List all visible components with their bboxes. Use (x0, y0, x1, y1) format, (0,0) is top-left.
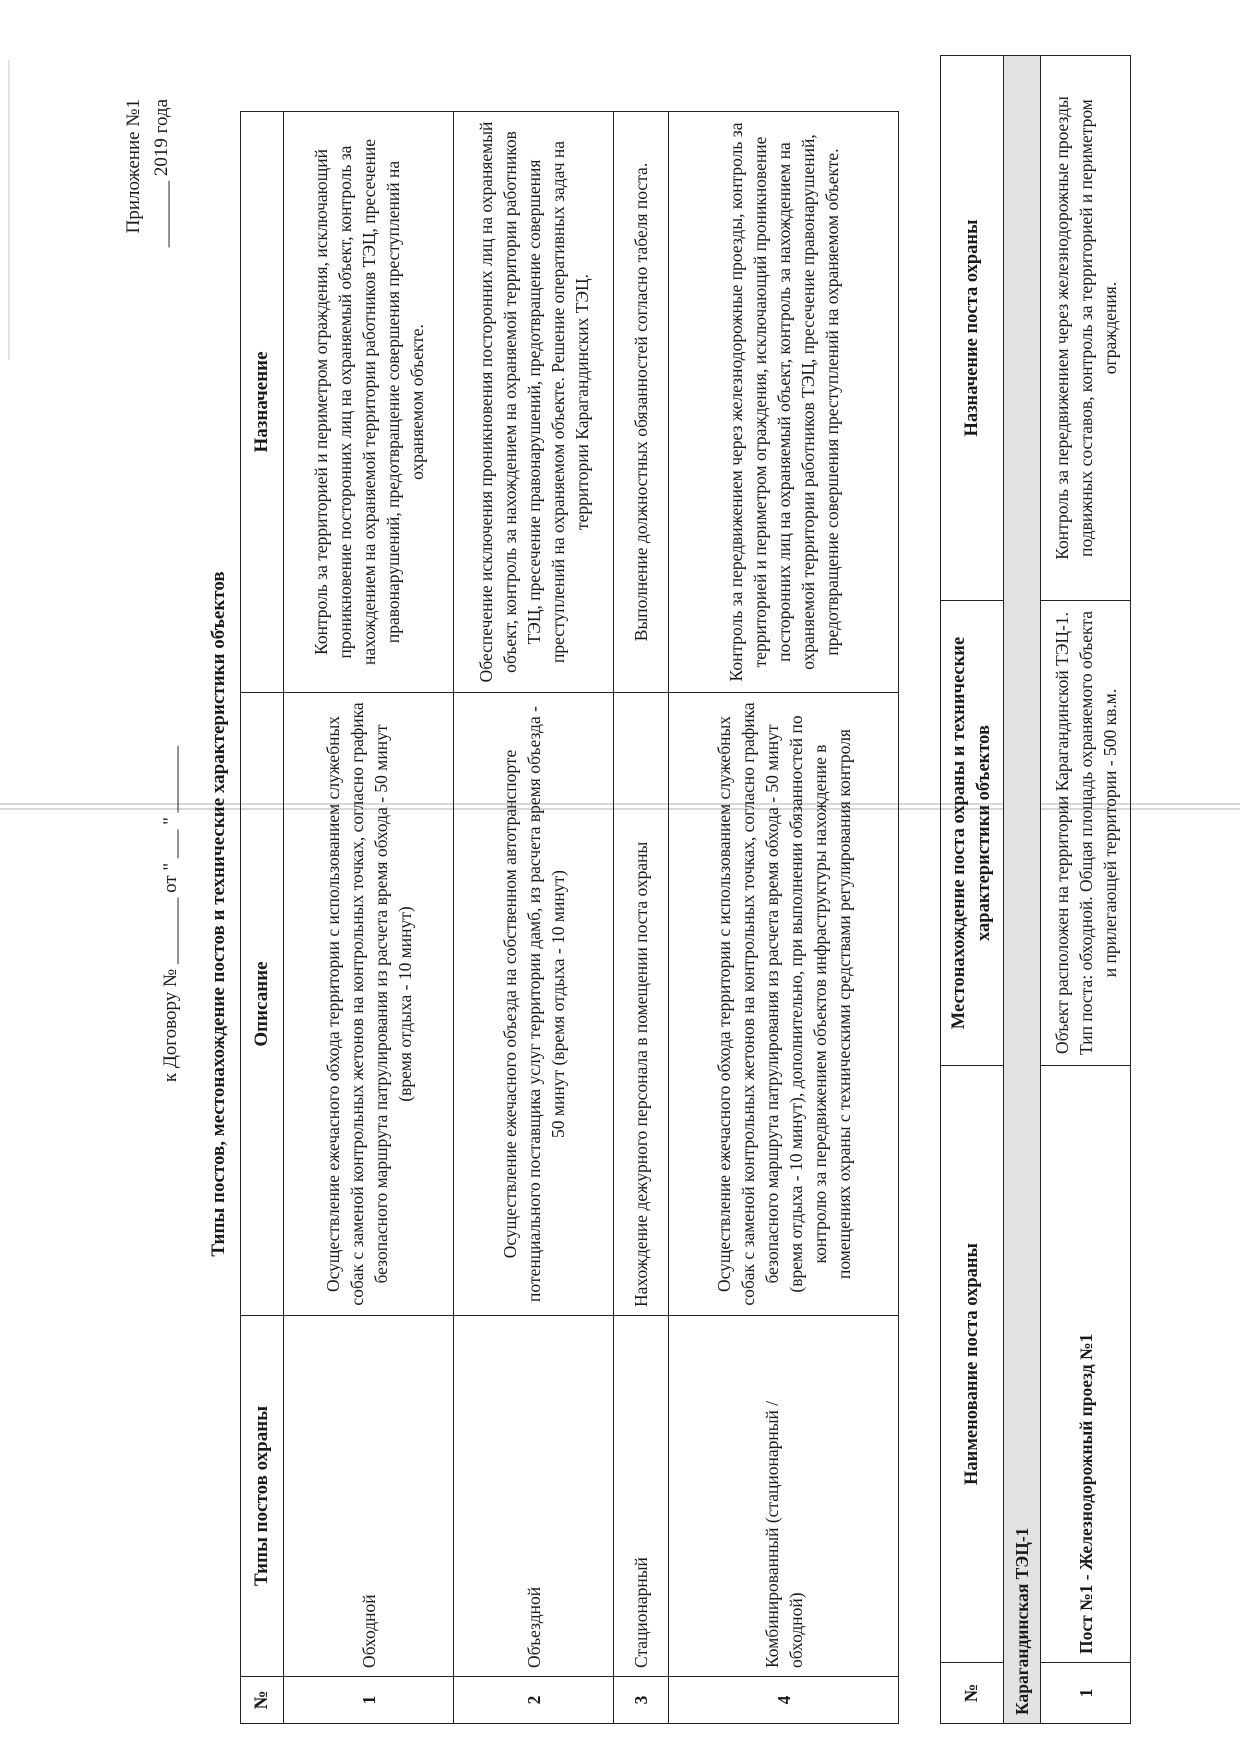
post-location: Объект расположен на территории Карагандинской ТЭЦ-1. Тип поста: обходной. Общая площадь охраняемого объекта и прилегающей территории - 500 кв.м. (1041, 601, 1131, 1066)
post-types-table (240, 111, 899, 1724)
document-title: Типы постов, местонахождение постов и технические характеристики объектов (208, 571, 229, 1257)
row-number: 2 (454, 1677, 614, 1724)
post-description: Осуществление ежечасного обхода территории с использованием служебных собак с заменой контрольных жетонов на контрольных точках, согласно графика безопасного маршрута патрулирования из расчета время обхода - 50 минут (время отдыха - 10 минут) (284, 693, 454, 1316)
header-post-name: Наименование поста охраны (941, 1066, 1004, 1663)
header-purpose: Назначение (241, 112, 284, 693)
header-post-purpose: Назначение поста охраны (941, 56, 1004, 601)
post-purpose: Контроль за передвижением через железнодорожные проезды подвижных составов, контроль за территорией и периметром ограждения. (1041, 56, 1131, 601)
row-number: 1 (1041, 1663, 1131, 1724)
table-row (454, 112, 614, 1724)
table-header-row (241, 112, 284, 1724)
post-locations-table (940, 55, 1131, 1724)
row-number: 4 (669, 1677, 899, 1724)
header-post-type: Типы постов охраны (241, 1316, 284, 1677)
header-description: Описание (241, 693, 284, 1316)
table-row (669, 112, 899, 1724)
header-post-location: Местонахождение поста охраны и технические характеристики объектов (941, 601, 1004, 1066)
table-header-row (941, 56, 1004, 1724)
appendix-date: _______ 2019 года (151, 99, 172, 248)
group-label: Карагандинская ТЭЦ-1 (1004, 56, 1041, 1724)
post-type: Объездной (454, 1316, 614, 1677)
header-number: № (941, 1663, 1004, 1724)
post-description: Нахождение дежурного персонала в помещении поста охраны (614, 693, 669, 1316)
rotated-document-page (0, 74, 1240, 1754)
post-type: Стационарный (614, 1316, 669, 1677)
group-row (1004, 56, 1041, 1724)
post-description: Осуществление ежечасного объезда на собственном автотранспорте потенциального поставщика услуг территории дамб, из расчета время объезда - 50 минут (время отдыха - 10 минут) (454, 693, 614, 1316)
table-row (1041, 56, 1131, 1724)
row-number: 3 (614, 1677, 669, 1724)
post-purpose: Обеспечение исключения проникновения посторонних лиц на охраняемый объект, контроль за нахождением на охраняемой территории работников ТЭЦ, пресечение правонарушений, предотвращение совершения преступлений на охраняемом объекте. Решение оперативных задач на территории Карагандинских ТЭЦ. (454, 112, 614, 693)
post-purpose: Выполнение должностных обязанностей согласно табеля поста. (614, 112, 669, 693)
appendix-label: Приложение №1 (123, 99, 144, 234)
post-purpose: Контроль за территорией и периметром ограждения, исключающий проникновение посторонних лиц на охраняемый объект, контроль за нахождением на охраняемой территории работников ТЭЦ, пресечение правонарушений, предотвращение совершения преступлений на охраняемом объекте. (284, 112, 454, 693)
row-number: 1 (284, 1677, 454, 1724)
post-type: Комбинированный (стационарный / обходной) (669, 1316, 899, 1677)
table-row (614, 112, 669, 1724)
header-number: № (241, 1677, 284, 1724)
post-name: Пост №1 - Железнодорожный проезд №1 (1041, 1066, 1131, 1663)
post-type: Обходной (284, 1316, 454, 1677)
contract-reference: к Договору № _______ от " ___ " _______ (160, 745, 181, 1083)
post-description: Осуществление ежечасного обхода территории с использованием служебных собак с заменой контрольных жетонов на контрольных точках, согласно графика безопасного маршрута патрулирования из расчета время обхода - 50 минут (время отдыха - 10 минут), дополнительно, при выполнении обязанностей по контролю за передвижением объектов инфраструктуры нахождение в помещениях охраны с техническими средствами регулирования контроля (669, 693, 899, 1316)
table-row (284, 112, 454, 1724)
post-purpose: Контроль за передвижением через железнодорожные проезды, контроль за территорией и периметром ограждения, исключающий проникновение посторонних лиц на охраняемый объект, контроль за нахождением на охраняемой территории работников ТЭЦ, пресечение правонарушений, предотвращение совершения преступлений на охраняемом объекте. (669, 112, 899, 693)
